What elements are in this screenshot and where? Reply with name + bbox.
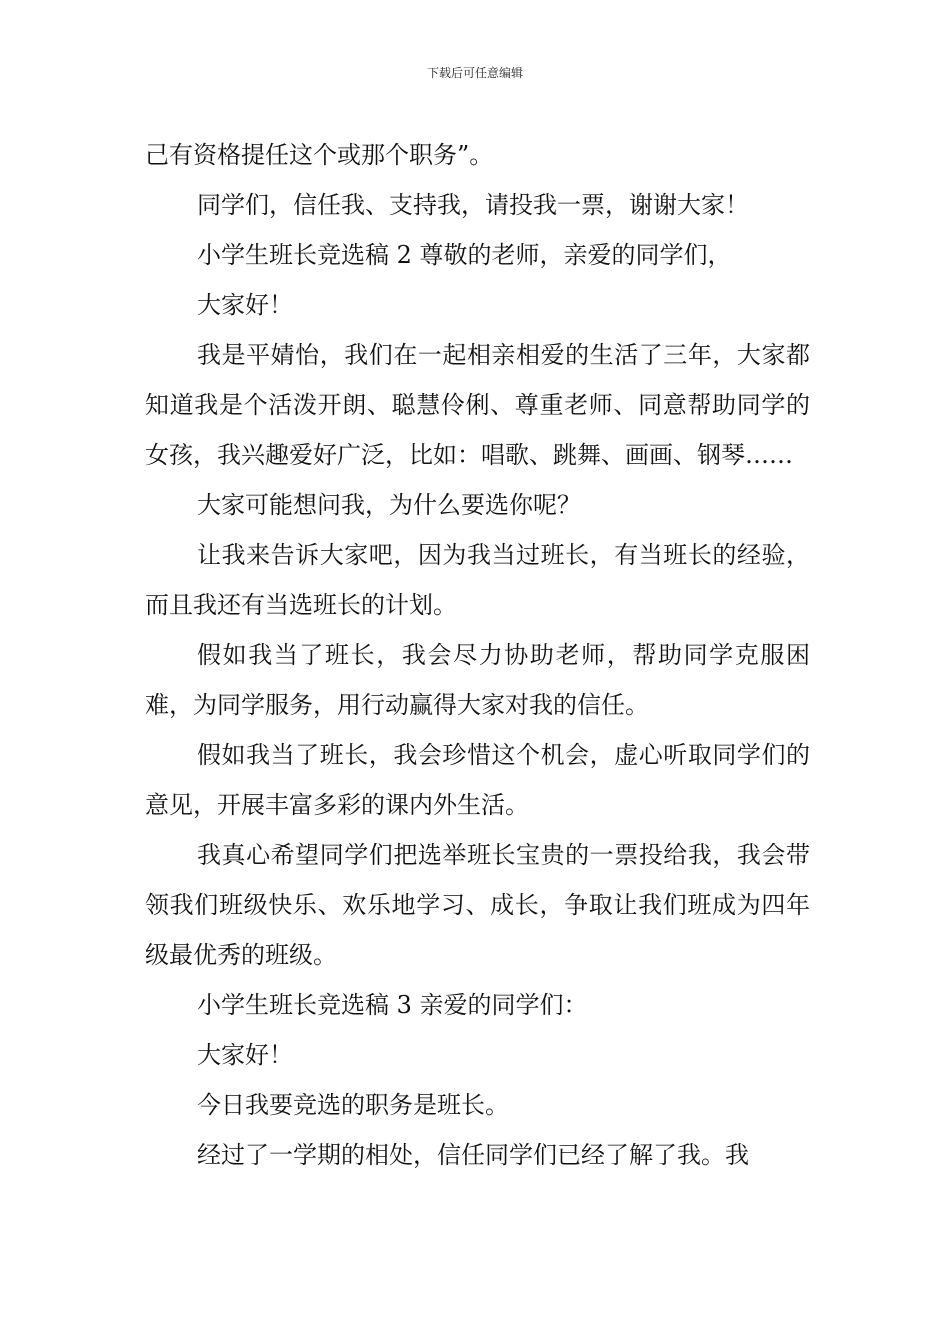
paragraph: 大家可能想问我，为什么要选你呢？ <box>197 491 581 519</box>
document-body <box>145 130 810 1180</box>
paragraph: 小学生班长竞选稿 3 亲爱的同学们： <box>197 991 588 1019</box>
paragraph: 我真心希望同学们把选举班长宝贵的一票投给我，我会带领我们班级快乐、欢乐地学习、成长，争取让我们班成为四年级最优秀的班级。 <box>145 841 810 969</box>
paragraph: 今日我要竞选的职务是班长。 <box>197 1091 509 1119</box>
paragraph: 让我来告诉大家吧，因为我当过班长，有当班长的经验，而且我还有当选班长的计划。 <box>145 541 810 619</box>
paragraph: 假如我当了班长，我会尽力协助老师，帮助同学克服困难，为同学服务，用行动赢得大家对我的信任。 <box>145 641 810 719</box>
paragraph: 小学生班长竞选稿 2 尊敬的老师，亲爱的同学们， <box>197 241 732 269</box>
paragraph: 大家好！ <box>197 1041 293 1069</box>
page-header: 下载后可任意编辑 <box>426 66 523 80</box>
paragraph: 己有资格提任这个或那个职务”。 <box>145 141 494 169</box>
paragraph: 经过了一学期的相处，信任同学们已经了解了我。我 <box>197 1141 749 1169</box>
paragraph: 同学们，信任我、支持我，请投我一票，谢谢大家！ <box>197 191 749 219</box>
paragraph: 我是平婧怡，我们在一起相亲相爱的生活了三年，大家都知道我是个活泼开朗、聪慧伶俐、尊重老师、同意帮助同学的女孩，我兴趣爱好广泛，比如：唱歌、跳舞、画画、钢琴…… <box>145 341 810 469</box>
paragraph: 大家好！ <box>197 291 293 319</box>
paragraph: 假如我当了班长，我会珍惜这个机会，虚心听取同学们的意见，开展丰富多彩的课内外生活。 <box>145 741 810 819</box>
